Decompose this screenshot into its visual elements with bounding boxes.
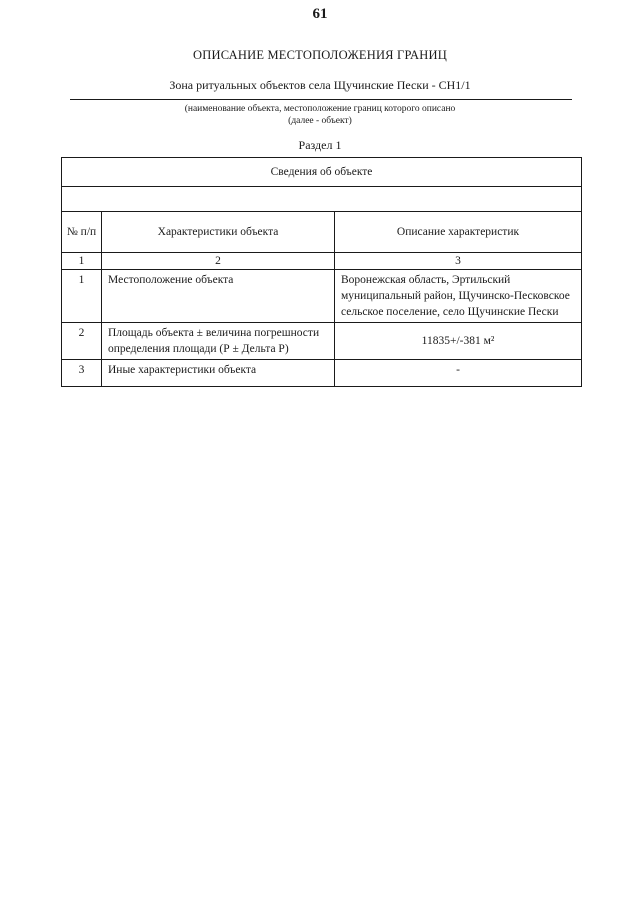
- column-number-3: 3: [335, 253, 582, 270]
- object-info-table: [61, 157, 582, 387]
- row-characteristic: Местоположение объекта: [102, 270, 335, 323]
- row-characteristic: Площадь объекта ± величина погрешности определения площади (Р ± Дельта Р): [102, 323, 335, 360]
- table-heading-row: [62, 158, 582, 187]
- page-number: 61: [312, 6, 328, 22]
- row-characteristic: Иные характеристики объекта: [102, 360, 335, 387]
- caption-line-1: (наименование объекта, местоположение границ которого описано: [184, 104, 456, 114]
- table-row: [62, 323, 582, 360]
- row-number: 1: [62, 270, 102, 323]
- table-heading: Сведения об объекте: [62, 158, 582, 187]
- column-number-1: 1: [62, 253, 102, 270]
- table-spacer: [62, 187, 582, 212]
- table-row: [62, 360, 582, 387]
- column-header-description: Описание характеристик: [335, 212, 582, 253]
- column-header-number: № п/п: [62, 212, 102, 253]
- object-name: Зона ритуальных объектов села Щучинские Пески - СН1/1: [169, 78, 471, 92]
- object-caption: [0, 103, 640, 127]
- row-description: Воронежская область, Эртильский муниципальный район, Щучинско-Песковское сельское поселение, село Щучинские Пески: [335, 270, 582, 323]
- column-header-characteristic: Характеристики объекта: [102, 212, 335, 253]
- table-row: [62, 270, 582, 323]
- section-title: Раздел 1: [298, 138, 342, 152]
- caption-line-2: (далее - объект): [288, 116, 352, 126]
- table-spacer-row: [62, 187, 582, 212]
- column-header-row: [62, 212, 582, 253]
- column-number-2: 2: [102, 253, 335, 270]
- underline-rule: [70, 99, 572, 100]
- column-number-row: [62, 253, 582, 270]
- document-title: ОПИСАНИЕ МЕСТОПОЛОЖЕНИЯ ГРАНИЦ: [193, 48, 447, 62]
- row-number: 3: [62, 360, 102, 387]
- row-description: -: [335, 360, 582, 387]
- row-description: 11835+/-381 м²: [335, 323, 582, 360]
- row-number: 2: [62, 323, 102, 360]
